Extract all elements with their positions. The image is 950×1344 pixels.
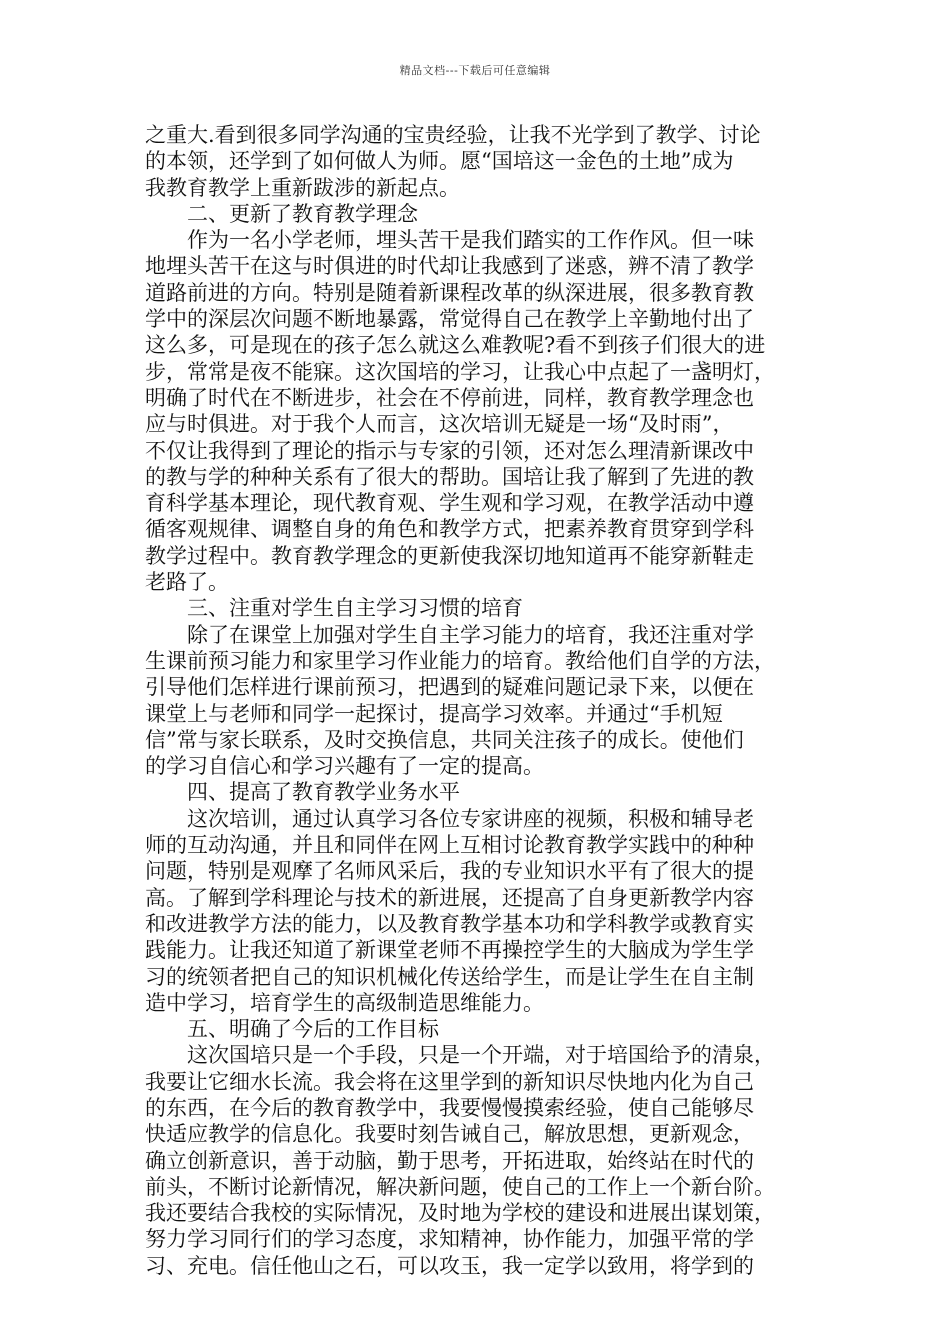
paragraph-line: 明确了时代在不断进步，社会在不停前进，同样，教育教学理念也 xyxy=(145,385,754,410)
paragraph-line: 造中学习，培育学生的高级制造思维能力。 xyxy=(145,990,544,1015)
paragraph-line: 高。了解到学科理论与技术的新进展，还提高了自身更新教学内容 xyxy=(145,885,754,910)
paragraph-line-indented: 二、更新了教育教学理念 xyxy=(187,201,418,226)
paragraph-line: 生课前预习能力和家里学习作业能力的培育。教给他们自学的方法， xyxy=(145,648,775,673)
paragraph-line: 我教育教学上重新跋涉的新起点。 xyxy=(145,175,460,200)
paragraph-line: 我还要结合我校的实际情况，及时地为学校的建设和进展出谋划策， xyxy=(145,1201,775,1226)
page-header-note: 精品文档---下载后可任意编辑 xyxy=(399,64,551,77)
paragraph-line-indented: 五、明确了今后的工作目标 xyxy=(187,1017,439,1042)
paragraph-line: 步，常常是夜不能寐。这次国培的学习，让我心中点起了一盏明灯， xyxy=(145,359,775,384)
paragraph-line: 这么多，可是现在的孩子怎么就这么难教呢?看不到孩子们很大的进 xyxy=(145,333,766,358)
paragraph-line: 循客观规律、调整自身的角色和教学方式，把素养教育贯穿到学科 xyxy=(145,517,754,542)
document-body xyxy=(145,122,815,1279)
paragraph-line: 课堂上与老师和同学一起探讨，提高学习效率。并通过“手机短 xyxy=(145,701,723,726)
paragraph-line: 问题，特别是观摩了名师风采后，我的专业知识水平有了很大的提 xyxy=(145,859,754,884)
paragraph-line: 育科学基本理论，现代教育观、学生观和学习观，在教学活动中遵 xyxy=(145,491,754,516)
paragraph-line: 之重大.看到很多同学沟通的宝贵经验，让我不光学到了教学、讨论 xyxy=(145,123,761,147)
paragraph-line: 学中的深层次问题不断地暴露，常觉得自己在教学上辛勤地付出了 xyxy=(145,307,754,332)
paragraph-line-indented: 除了在课堂上加强对学生自主学习能力的培育，我还注重对学 xyxy=(187,622,754,647)
paragraph-line: 应与时俱进。对于我个人而言，这次培训无疑是一场“及时雨”， xyxy=(145,412,734,437)
paragraph-line: 教学过程中。教育教学理念的更新使我深切地知道再不能穿新鞋走 xyxy=(145,543,754,568)
paragraph-line: 的学习自信心和学习兴趣有了一定的提高。 xyxy=(145,754,544,779)
paragraph-line: 努力学习同行们的学习态度，求知精神，协作能力，加强平常的学 xyxy=(145,1227,754,1252)
paragraph-line: 老路了。 xyxy=(145,570,229,595)
paragraph-line: 信”常与家长联系，及时交换信息，共同关注孩子的成长。使他们 xyxy=(145,727,744,752)
paragraph-line-indented: 这次培训，通过认真学习各位专家讲座的视频，积极和辅导老 xyxy=(187,806,754,831)
paragraph-line: 地埋头苦干在这与时俱进的时代却让我感到了迷惑，辨不清了教学 xyxy=(145,254,754,279)
paragraph-line: 师的互动沟通，并且和同伴在网上互相讨论教育教学实践中的种种 xyxy=(145,833,754,858)
paragraph-line: 我要让它细水长流。我会将在这里学到的新知识尽快地内化为自己 xyxy=(145,1069,754,1094)
paragraph-line: 的教与学的种种关系有了很大的帮助。国培让我了解到了先进的教 xyxy=(145,464,754,489)
paragraph-line: 践能力。让我还知道了新课堂老师不再操控学生的大脑成为学生学 xyxy=(145,938,754,963)
paragraph-line: 的东西，在今后的教育教学中，我要慢慢摸索经验，使自己能够尽 xyxy=(145,1095,754,1120)
paragraph-line: 快适应教学的信息化。我要时刻告诫自己，解放思想，更新观念， xyxy=(145,1122,754,1147)
paragraph-line: 前头，不断讨论新情况，解决新问题，使自己的工作上一个新台阶。 xyxy=(145,1174,775,1199)
paragraph-line-indented: 三、注重对学生自主学习习惯的培育 xyxy=(187,596,523,621)
paragraph-line-indented: 这次国培只是一个手段，只是一个开端，对于培国给予的清泉， xyxy=(187,1043,775,1068)
paragraph-line: 的本领，还学到了如何做人为师。愿“国培这一金色的土地”成为 xyxy=(145,149,734,174)
paragraph-line-indented: 四、提高了教育教学业务水平 xyxy=(187,780,460,805)
paragraph-line: 习的统领者把自己的知识机械化传送给学生，而是让学生在自主制 xyxy=(145,964,754,989)
paragraph-line: 不仅让我得到了理论的指示与专家的引领，还对怎么理清新课改中 xyxy=(145,438,754,463)
paragraph-line: 确立创新意识，善于动脑，勤于思考，开拓进取，始终站在时代的 xyxy=(145,1148,754,1173)
paragraph-line: 道路前进的方向。特别是随着新课程改革的纵深进展，很多教育教 xyxy=(145,280,754,305)
paragraph-line: 习、充电。信任他山之石，可以攻玉，我一定学以致用，将学到的 xyxy=(145,1253,754,1278)
paragraph-line-indented: 作为一名小学老师，埋头苦干是我们踏实的工作作风。但一味 xyxy=(187,228,754,253)
paragraph-line: 和改进教学方法的能力，以及教育教学基本功和学科教学或教育实 xyxy=(145,911,754,936)
paragraph-line: 引导他们怎样进行课前预习，把遇到的疑难问题记录下来，以便在 xyxy=(145,675,754,700)
